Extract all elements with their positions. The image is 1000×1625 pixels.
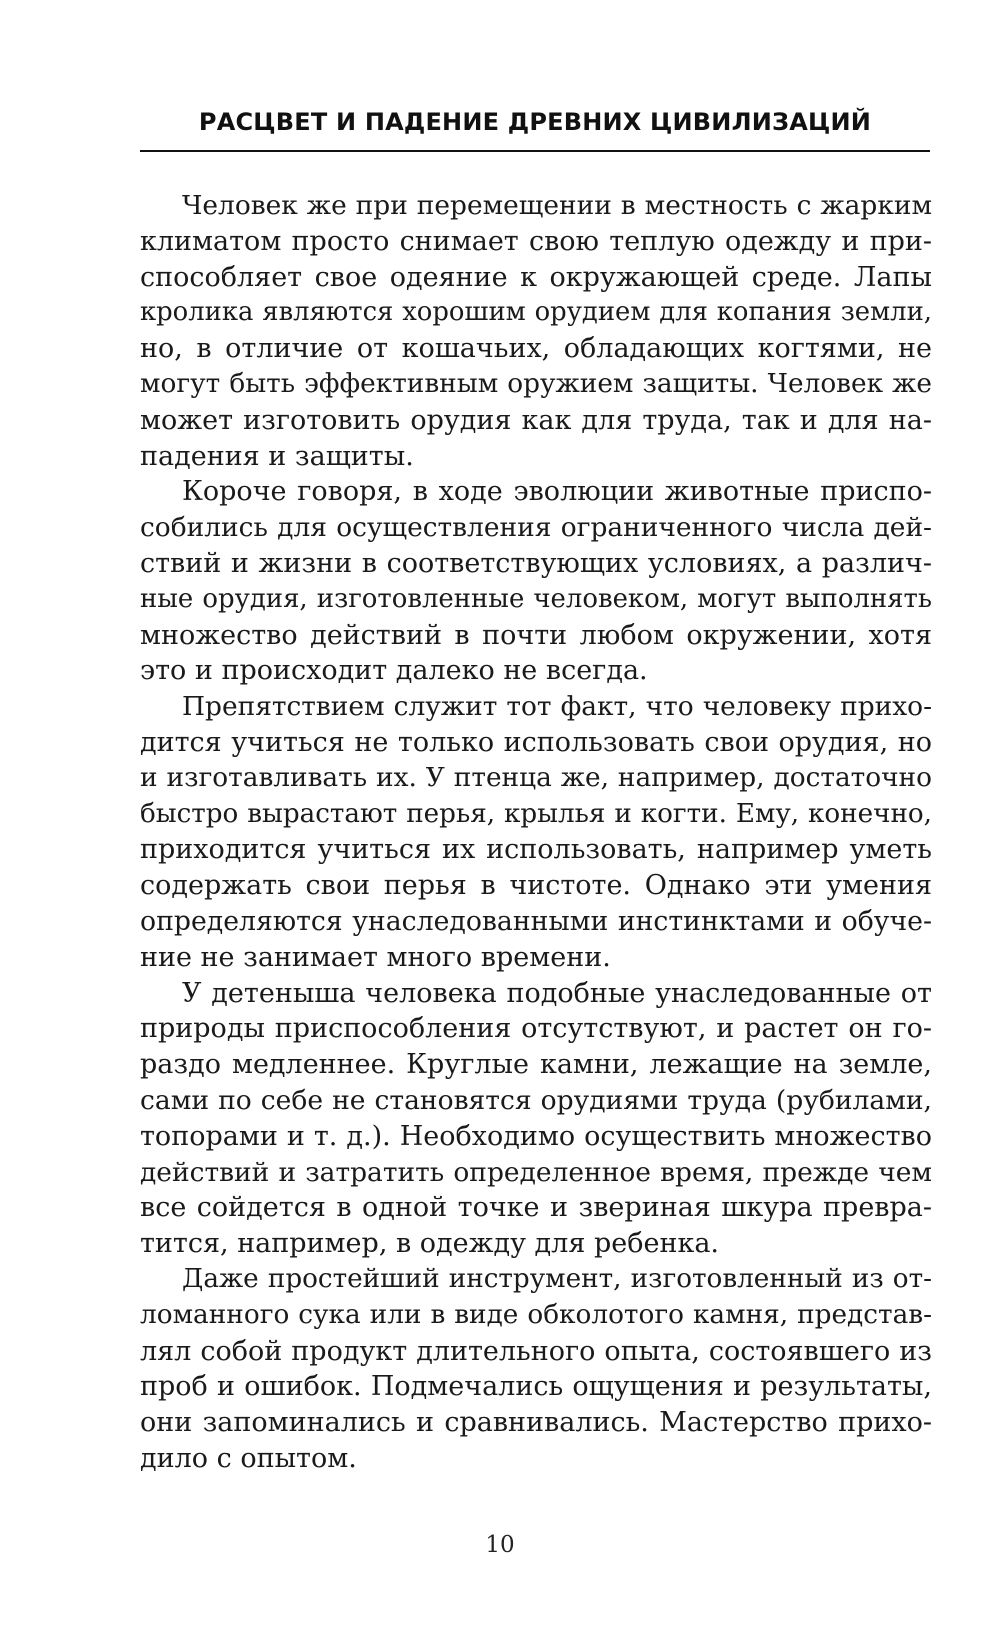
text-line: и изготавливать их. У птенца же, например, достаточно: [140, 762, 932, 793]
paragraph: [140, 474, 932, 689]
text-line: У детеныша человека подобные унаследованные от: [182, 977, 932, 1009]
text-line: тится, например, в одежду для ребенка.: [140, 1228, 719, 1260]
text-line: они запоминались и сравнивались. Мастерство прихо-: [140, 1407, 932, 1439]
text-line: кролика являются хорошим орудием для копания земли,: [140, 297, 932, 328]
text-line: способляет свое одеяние к окружающей среде. Лапы: [140, 261, 932, 293]
text-line: Даже простейший инструмент, изготовленный из от-: [182, 1263, 932, 1294]
text-line: содержать свои перья в чистоте. Однако эти умения: [140, 870, 932, 902]
text-line: проб и ошибок. Подмечались ощущения и результаты,: [140, 1371, 932, 1403]
text-line: лял собой продукт длительного опыта, состоявшего из: [140, 1335, 932, 1367]
text-line: действий и затратить определенное время, прежде чем: [140, 1156, 932, 1188]
text-line: раздо медленнее. Круглые камни, лежащие на земле,: [140, 1049, 932, 1081]
paragraph: [140, 1262, 932, 1477]
text-line: приходится учиться их использовать, например уметь: [140, 834, 932, 866]
text-line: могут быть эффективным оружием защиты. Человек же: [140, 368, 932, 399]
body-text: [140, 188, 932, 1477]
text-line: определяются унаследованными инстинктами и обуче-: [140, 905, 932, 937]
text-line: собились для осуществления ограниченного числа дей-: [140, 512, 932, 544]
paragraph: [140, 689, 932, 975]
text-line: Препятствием служит тот факт, что человеку прихо-: [182, 691, 932, 723]
text-line: быстро вырастают перья, крылья и когти. Ему, конечно,: [140, 798, 932, 829]
running-head: РАСЦВЕТ И ПАДЕНИЕ ДРЕВНИХ ЦИВИЛИЗАЦИЙ: [198, 108, 872, 136]
text-line: топорами и т. д.). Необходимо осуществить множество: [140, 1120, 932, 1152]
text-line: падения и защиты.: [140, 440, 414, 472]
text-line: Короче говоря, в ходе эволюции животные приспо-: [182, 476, 932, 508]
text-line: может изготовить орудия как для труда, так и для на-: [140, 404, 932, 436]
text-line: дится учиться не только использовать свои орудия, но: [140, 726, 932, 758]
text-line: дило с опытом.: [140, 1442, 357, 1474]
text-line: ные орудия, изготовленные человеком, могут выполнять: [140, 583, 932, 614]
text-line: все сойдется в одной точке и звериная шкура превра-: [140, 1192, 932, 1224]
text-line: ствий и жизни в соответствующих условиях, а различ-: [140, 547, 932, 579]
text-line: но, в отличие от кошачьих, обладающих когтями, не: [140, 333, 932, 365]
paragraph: [140, 976, 932, 1262]
text-line: ние не занимает много времени.: [140, 941, 611, 973]
text-line: сами по себе не становятся орудиями труда (рубилами,: [140, 1084, 932, 1116]
page-number: 10: [485, 1532, 515, 1558]
text-line: климатом просто снимает свою теплую одежду и при-: [140, 225, 932, 257]
text-line: ломанного сука или в виде обколотого камня, представ-: [140, 1299, 932, 1330]
header-rule: [140, 150, 930, 152]
paragraph: [140, 188, 932, 474]
text-line: множество действий в почти любом окружении, хотя: [140, 619, 932, 651]
text-line: природы приспособления отсутствуют, и растет он го-: [140, 1013, 932, 1045]
text-line: это и происходит далеко не всегда.: [140, 655, 648, 687]
text-line: Человек же при перемещении в местность с жарким: [182, 190, 932, 221]
